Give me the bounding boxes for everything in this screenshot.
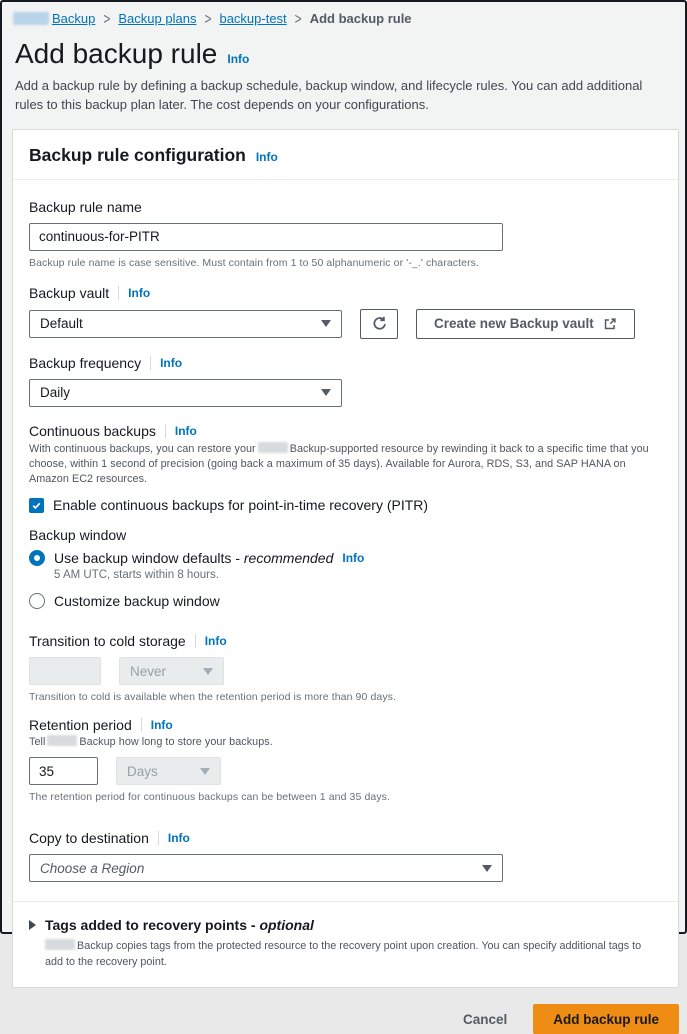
enable-pitr-checkbox-row bbox=[29, 497, 662, 513]
tags-expander-toggle[interactable] bbox=[29, 917, 662, 933]
label-divider bbox=[150, 356, 151, 370]
tags-expander-title: Tags added to recovery points - optional bbox=[45, 917, 314, 934]
breadcrumb-link-backup-plans[interactable]: Backup plans bbox=[118, 11, 197, 26]
page-description: Add a backup rule by defining a backup schedule, backup window, and lifecycle rules. You can add additional rules to this backup plan later. The cost depends on your configurations. bbox=[15, 78, 643, 112]
field-cold-storage bbox=[29, 633, 662, 703]
page-title-info-link[interactable]: Info bbox=[227, 52, 250, 66]
backup-vault-selected-value: Default bbox=[40, 316, 83, 332]
chevron-down-icon bbox=[321, 389, 331, 396]
card-title: Backup rule configuration bbox=[29, 144, 246, 165]
breadcrumb-separator: > bbox=[103, 9, 111, 28]
copy-destination-label: Copy to destination bbox=[29, 830, 149, 847]
redacted-text bbox=[13, 12, 49, 25]
cold-storage-helper: Transition to cold is available when the retention period is more than 90 days. bbox=[29, 691, 397, 704]
backup-window-default-radio[interactable] bbox=[29, 550, 45, 566]
field-backup-rule-name bbox=[29, 199, 662, 269]
breadcrumb-link-backup[interactable] bbox=[13, 11, 95, 26]
breadcrumb-current-page: Add backup rule bbox=[309, 11, 412, 26]
create-vault-button-label: Create new Backup vault bbox=[434, 316, 594, 332]
retention-period-helper: The retention period for continuous backups can be between 1 and 35 days. bbox=[29, 791, 391, 804]
enable-pitr-checkbox-label: Enable continuous backups for point-in-time recovery (PITR) bbox=[53, 497, 429, 514]
external-link-icon bbox=[603, 317, 617, 331]
enable-pitr-checkbox[interactable] bbox=[29, 498, 44, 513]
backup-window-custom-option bbox=[29, 593, 662, 609]
backup-window-custom-label: Customize backup window bbox=[54, 593, 220, 610]
refresh-icon bbox=[371, 315, 388, 332]
field-copy-to-destination bbox=[29, 830, 662, 882]
retention-unit-select bbox=[116, 757, 221, 785]
page-title: Add backup rule bbox=[15, 38, 218, 69]
cold-storage-info-link[interactable]: Info bbox=[204, 634, 227, 649]
backup-window-default-label: Use backup window defaults - recommended bbox=[54, 550, 334, 567]
cold-storage-unit-select bbox=[119, 657, 224, 685]
retention-unit-value: Days bbox=[127, 763, 158, 779]
chevron-down-icon bbox=[203, 668, 213, 675]
field-continuous-backups bbox=[29, 423, 662, 513]
backup-window-label: Backup window bbox=[29, 527, 127, 544]
field-backup-vault bbox=[29, 285, 662, 339]
checkmark-icon bbox=[31, 500, 42, 511]
label-divider bbox=[195, 634, 196, 648]
continuous-backups-label: Continuous backups bbox=[29, 422, 156, 439]
backup-frequency-select[interactable] bbox=[29, 379, 342, 407]
copy-destination-placeholder: Choose a Region bbox=[40, 860, 145, 876]
backup-frequency-selected-value: Daily bbox=[40, 385, 71, 401]
redacted-text bbox=[258, 442, 288, 453]
chevron-down-icon bbox=[200, 768, 210, 775]
field-backup-window bbox=[29, 527, 662, 609]
copy-destination-select[interactable] bbox=[29, 854, 503, 882]
continuous-backups-info-link[interactable]: Info bbox=[174, 423, 197, 438]
label-divider bbox=[165, 424, 166, 438]
tags-description: Backup copies tags from the protected resource to the recovery point upon creation. You can specify additional tags to add to the recovery point. bbox=[45, 940, 642, 968]
breadcrumb-separator: > bbox=[204, 9, 212, 28]
backup-rule-name-helper: Backup rule name is case sensitive. Must contain from 1 to 50 alphanumeric or '-_.' characters. bbox=[29, 256, 480, 269]
continuous-backups-description: With continuous backups, you can restore your Backup-supported resource by rewinding it back to a specific time that you choose, within 1 second of precision (going back a maximum of 35 days). Available for Aurora, RDS, S3, and SAP HANA on Amazon EC2 resources. bbox=[29, 442, 649, 485]
backup-window-default-detail: 5 AM UTC, starts within 8 hours. bbox=[54, 569, 219, 582]
retention-period-info-link[interactable]: Info bbox=[150, 718, 173, 733]
create-new-backup-vault-button[interactable] bbox=[416, 309, 635, 339]
breadcrumb-link-label: Backup bbox=[52, 11, 96, 26]
backup-window-custom-radio[interactable] bbox=[29, 593, 45, 609]
label-divider bbox=[118, 286, 119, 300]
field-backup-frequency bbox=[29, 355, 662, 407]
backup-vault-select[interactable] bbox=[29, 310, 342, 338]
label-divider bbox=[141, 718, 142, 732]
cold-storage-label: Transition to cold storage bbox=[29, 633, 186, 650]
breadcrumb bbox=[2, 2, 685, 26]
add-backup-rule-button[interactable]: Add backup rule bbox=[533, 1004, 679, 1034]
backup-frequency-info-link[interactable]: Info bbox=[160, 355, 183, 370]
chevron-down-icon bbox=[482, 865, 492, 872]
label-divider bbox=[158, 831, 159, 845]
field-retention-period bbox=[29, 717, 662, 803]
copy-destination-info-link[interactable]: Info bbox=[167, 831, 190, 846]
backup-frequency-label: Backup frequency bbox=[29, 354, 142, 371]
retention-period-label: Retention period bbox=[29, 717, 132, 734]
expander-arrow-icon bbox=[29, 920, 36, 930]
card-body bbox=[13, 180, 678, 901]
backup-rule-configuration-card bbox=[12, 129, 679, 989]
card-title-info-link[interactable]: Info bbox=[255, 149, 278, 164]
cancel-button[interactable]: Cancel bbox=[462, 1011, 508, 1027]
retention-period-description: Tell Backup how long to store your backups. bbox=[29, 736, 273, 749]
tags-section bbox=[13, 901, 678, 987]
refresh-vaults-button[interactable] bbox=[360, 309, 398, 339]
retention-period-input[interactable] bbox=[29, 757, 98, 785]
backup-window-info-link[interactable]: Info bbox=[342, 551, 365, 566]
redacted-text bbox=[47, 735, 77, 746]
backup-vault-label: Backup vault bbox=[29, 284, 110, 301]
breadcrumb-link-backup-test[interactable]: backup-test bbox=[219, 11, 287, 26]
cold-storage-amount-input bbox=[29, 657, 101, 685]
chevron-down-icon bbox=[321, 320, 331, 327]
card-header bbox=[13, 130, 678, 180]
backup-window-default-option bbox=[29, 550, 662, 566]
backup-rule-name-label: Backup rule name bbox=[29, 198, 142, 215]
backup-rule-name-input[interactable] bbox=[29, 223, 503, 251]
backup-vault-info-link[interactable]: Info bbox=[128, 285, 151, 300]
cold-storage-unit-value: Never bbox=[130, 663, 167, 679]
breadcrumb-separator: > bbox=[294, 9, 302, 28]
form-actions bbox=[12, 1004, 679, 1034]
redacted-text bbox=[45, 939, 75, 950]
page-header bbox=[2, 26, 685, 115]
